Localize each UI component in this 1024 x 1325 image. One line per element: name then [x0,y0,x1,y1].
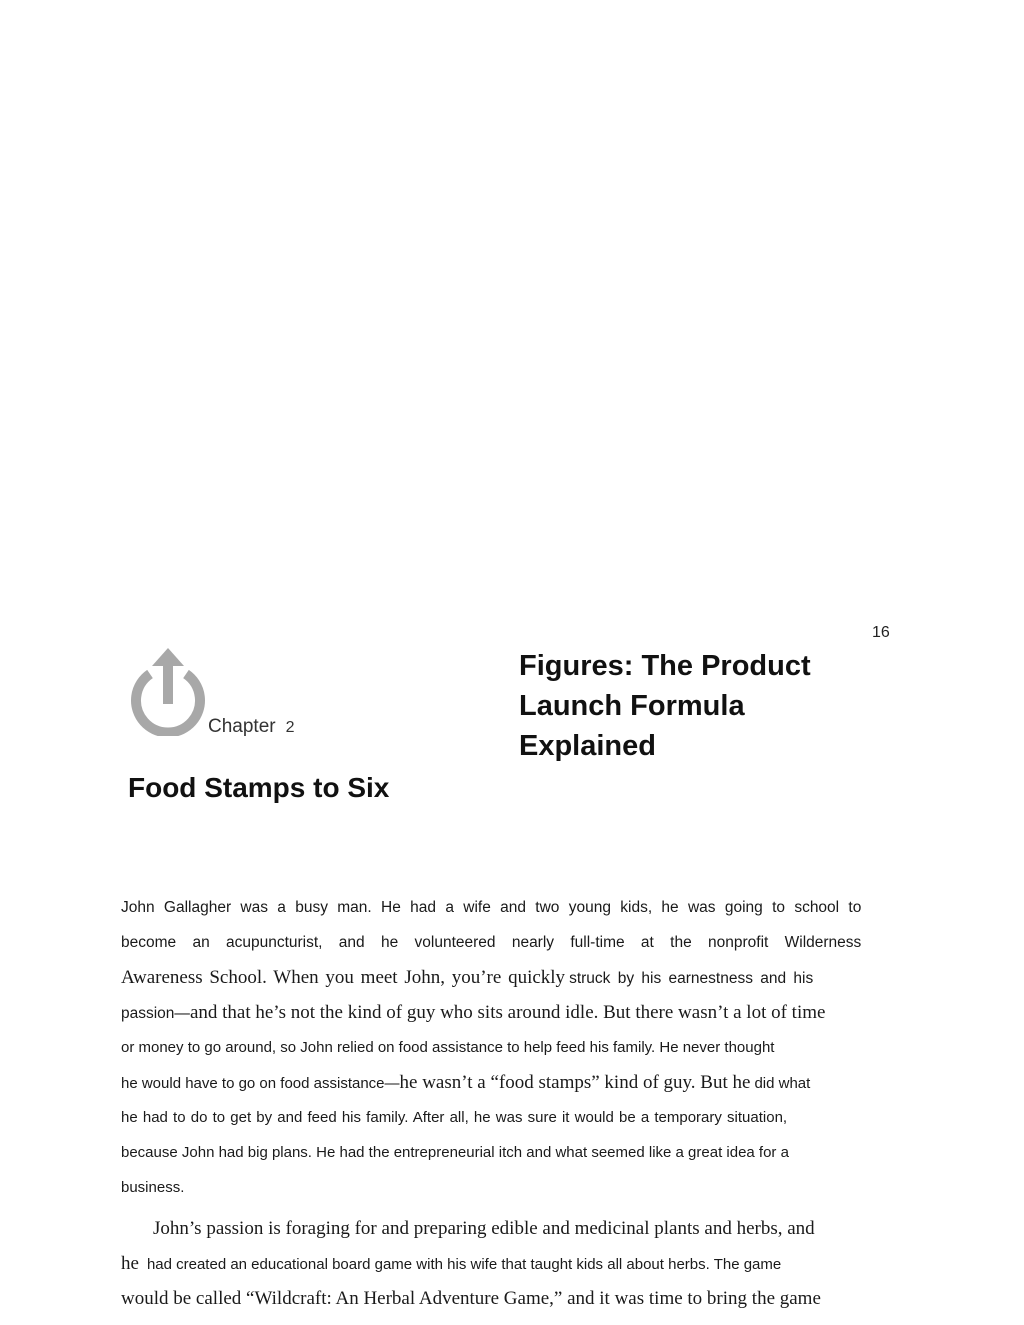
paragraph1-line8: because John had big plans. He had the entrepreneurial itch and what seemed like a great idea for a [121,1144,789,1161]
paragraph1-line4: passion— and that he’s not the kind of guy who sits around idle. But there wasn’t a lot of time [121,1002,826,1023]
chapter-label [208,716,295,738]
chapter-title: Food Stamps to Six [128,772,390,803]
paragraph2-line3: would be called “Wildcraft: An Herbal Adventure Game,” and it was time to bring the game [121,1288,821,1309]
figures-heading-line3: Explained [519,730,656,762]
paragraph1-line9: business. [121,1179,185,1196]
paragraph1-line5: or money to go around, so John relied on food assistance to help feed his family. He never thought [121,1039,775,1056]
body-text [121,890,908,1316]
paragraph1-line3: Awareness School. When you meet John, you’re quickly struck by his earnestness and his [121,967,814,988]
power-up-arrow-icon [128,646,208,736]
page-number: 16 [872,624,890,641]
chapter-number: 2 [285,719,295,736]
paragraph1-line1: John Gallagher was a busy man. He had a wife and two young kids, he was going to school to [121,899,862,916]
paragraph2-line2: he had created an educational board game with his wife that taught kids all about herbs. The game [121,1253,782,1274]
figures-heading-line1: Figures: The Product [519,650,811,682]
paragraph1-line6: he would have to go on food assistance— he wasn’t a “food stamps” kind of guy. But he did what [121,1072,811,1093]
paragraph2-line1: John’s passion is foraging for and preparing edible and medicinal plants and herbs, and [153,1218,815,1239]
chapter-word: Chapter [208,716,276,737]
paragraph1-line7: he had to do to get by and feed his family. After all, he was sure it would be a temporary situation, [121,1109,788,1126]
figures-heading-line2: Launch Formula [519,690,745,722]
figures-heading [519,646,879,766]
paragraph1-line2: become an acupuncturist, and he volunteered nearly full-time at the nonprofit Wilderness [121,934,862,951]
